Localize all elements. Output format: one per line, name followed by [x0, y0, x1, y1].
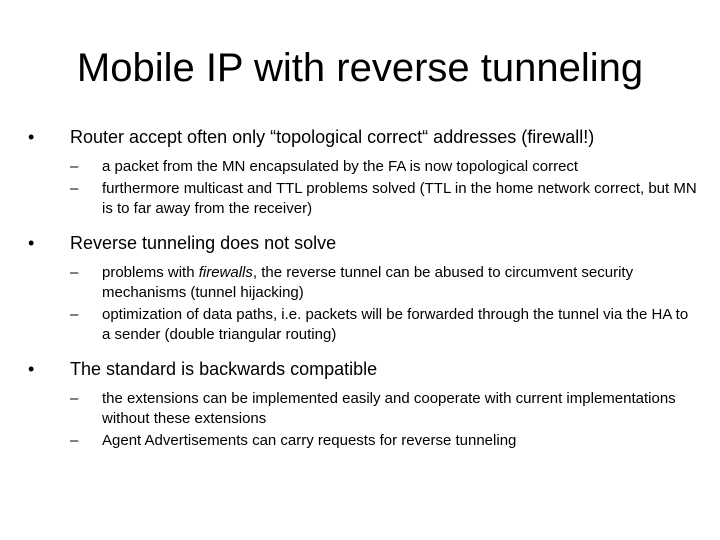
bullet-item	[28, 358, 698, 380]
bullet-item	[28, 232, 698, 254]
sub-bullet-text-before: problems with	[102, 264, 199, 281]
bullet-text: The standard is backwards compatible	[70, 359, 378, 379]
sub-bullet-list	[28, 389, 698, 451]
bullet-text: Reverse tunneling does not solve	[70, 233, 337, 253]
sub-bullet-item	[28, 431, 698, 451]
sub-bullet-item	[28, 305, 698, 345]
bullet-item	[28, 126, 698, 148]
sub-bullet-text: the extensions can be implemented easily and cooperate with current implementations without these extensions	[102, 390, 676, 427]
bullet-icon: •	[28, 233, 35, 253]
dash-icon: –	[70, 180, 79, 197]
sub-bullet-item	[28, 263, 698, 303]
sub-bullet-text-italic: firewalls	[198, 264, 253, 281]
sub-bullet-text: a packet from the MN encapsulated by the FA is now topological correct	[102, 158, 579, 175]
sub-bullet-item	[28, 389, 698, 429]
bullet-group-1	[28, 126, 698, 219]
sub-bullet-text: Agent Advertisements can carry requests for reverse tunneling	[102, 432, 517, 449]
bullet-text: Router accept often only “topological correct“ addresses (firewall!)	[70, 127, 595, 147]
bullet-list	[28, 126, 698, 464]
sub-bullet-item	[28, 157, 698, 177]
dash-icon: –	[70, 158, 79, 175]
sub-bullet-item	[28, 179, 698, 219]
sub-bullet-text-after: , the reverse tunnel can be abused to circumvent security mechanisms (tunnel hijacking)	[102, 264, 634, 301]
bullet-icon: •	[28, 127, 35, 147]
sub-bullet-list	[28, 157, 698, 219]
dash-icon: –	[70, 432, 79, 449]
bullet-group-3	[28, 358, 698, 451]
slide-title: Mobile IP with reverse tunneling	[76, 46, 644, 90]
sub-bullet-list	[28, 263, 698, 345]
dash-icon: –	[70, 390, 79, 407]
bullet-icon: •	[28, 359, 35, 379]
sub-bullet-text: furthermore multicast and TTL problems solved (TTL in the home network correct, but MN is to far away from the receiver)	[102, 180, 697, 217]
sub-bullet-text: optimization of data paths, i.e. packets will be forwarded through the tunnel via the HA to a sender (double triangular routing)	[102, 306, 689, 343]
bullet-group-2	[28, 232, 698, 345]
dash-icon: –	[70, 264, 79, 281]
dash-icon: –	[70, 306, 79, 323]
